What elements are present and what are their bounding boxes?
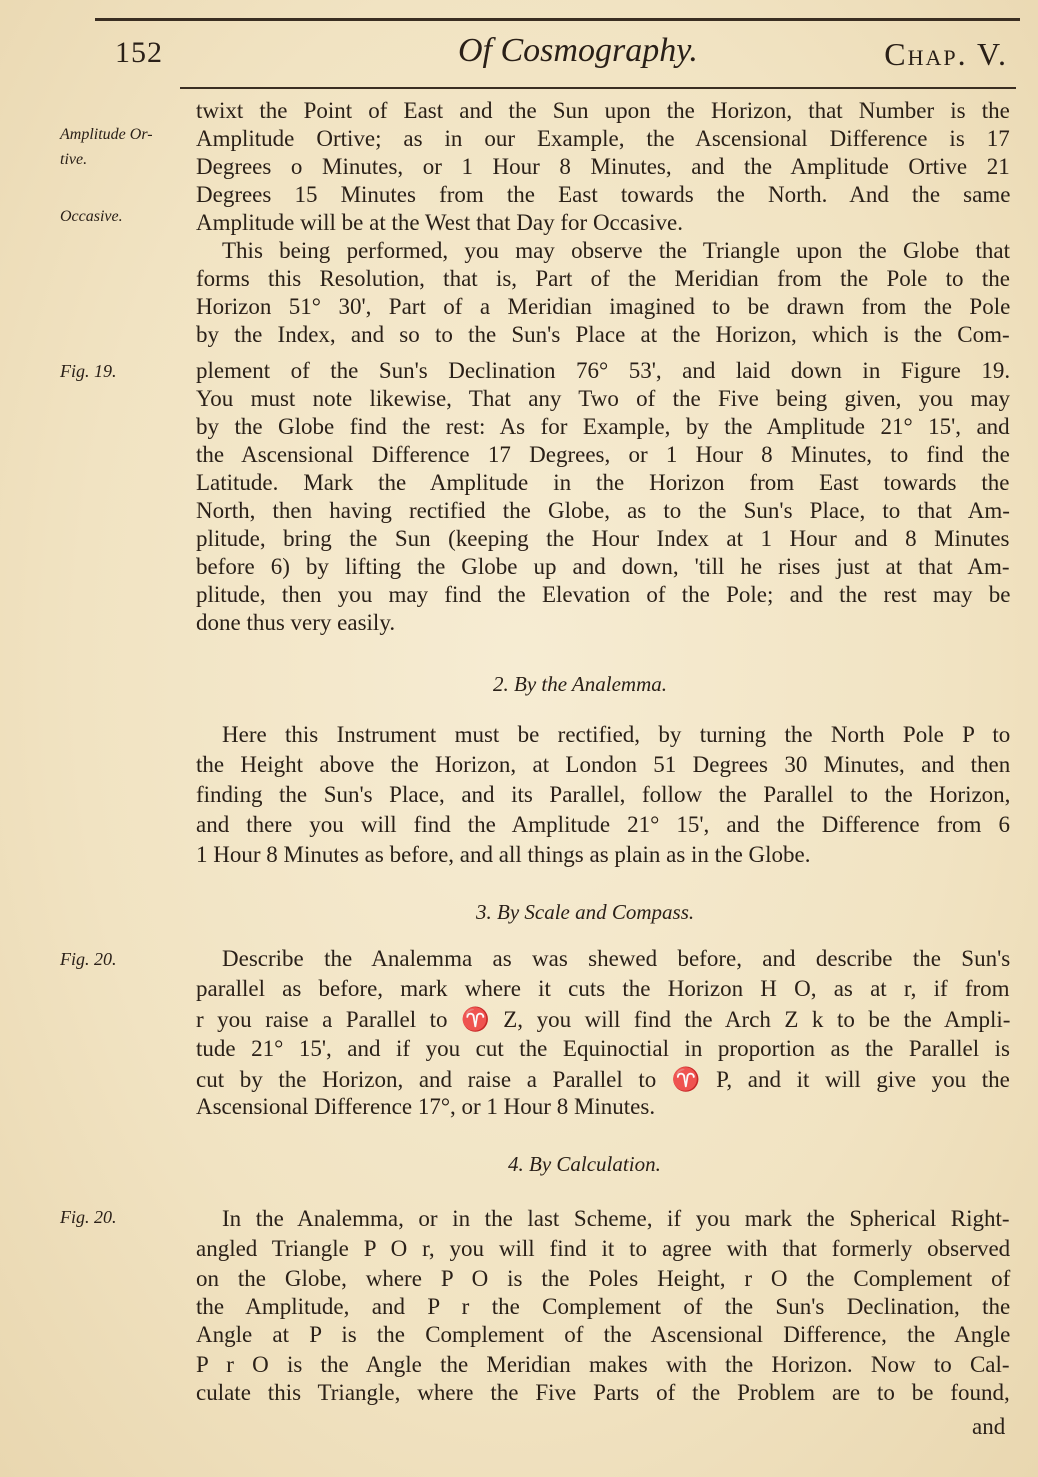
margin-note-fig20-second: Fig. 20. [60, 1207, 117, 1227]
section-heading: 4. By Calculation. [508, 1152, 661, 1176]
text-line: twixt the Point of East and the Sun upon the Horizon, that Number is the [196, 98, 1010, 123]
text-line: Latitude. Mark the Amplitude in the Horizon from East towards the [196, 470, 1010, 495]
text-line: Describe the Analemma as was shewed before, and describe the Sun's [222, 946, 1011, 971]
page-header [0, 32, 1038, 88]
text-line: 1 Hour 8 Minutes as before, and all things as plain as in the Globe. [196, 842, 811, 867]
text-line: by the Index, and so to the Sun's Place at the Horizon, which is the Com- [196, 322, 1010, 347]
running-title: Of Cosmography. [458, 32, 698, 69]
margin-note-amplitude-ortive-cont: tive. [60, 151, 88, 168]
text-line: and there you will find the Amplitude 21° 15', and the Difference from 6 [196, 812, 1010, 837]
text-line: forms this Resolution, that is, Part of the Meridian from the Pole to the [196, 266, 1010, 291]
text-line: P r O is the Angle the Meridian makes with the Horizon. Now to Cal- [196, 1352, 1010, 1377]
text-line: In the Analemma, or in the last Scheme, if you mark the Spherical Right- [222, 1206, 1010, 1231]
top-rule [95, 18, 1020, 21]
text-line: plement of the Sun's Declination 76° 53', and laid down in Figure 19. [196, 358, 1011, 383]
section-heading: 2. By the Analemma. [493, 672, 667, 696]
text-line: Ascensional Difference 17°, or 1 Hour 8 Minutes. [196, 1094, 656, 1119]
text-line: North, then having rectified the Globe, as to the Sun's Place, to that Am- [196, 498, 1010, 523]
text-line: Here this Instrument must be rectified, by turning the North Pole P to [222, 722, 1011, 747]
text-line: plitude, then you may find the Elevation of the Pole; and the rest may be [196, 582, 1011, 607]
text-line: by the Globe find the rest: As for Example, by the Amplitude 21° 15', and [196, 414, 1010, 439]
text-line: Horizon 51° 30', Part of a Meridian imagined to be drawn from the Pole [196, 294, 1011, 319]
text-line: Amplitude will be at the West that Day for Occasive. [196, 210, 683, 235]
text-line: cut by the Horizon, and raise a Parallel to ♈ P, and it will give you the [196, 1067, 1010, 1092]
text-line: the Ascensional Difference 17 Degrees, or 1 Hour 8 Minutes, to find the [196, 442, 1010, 467]
text-line: culate this Triangle, where the Five Parts of the Problem are to be found, [196, 1380, 1010, 1405]
margin-note-occasive: Occasive. [60, 208, 123, 225]
text-line: angled Triangle P O r, you will find it to agree with that formerly observed [196, 1236, 1011, 1261]
chapter-label: Chap. V. [884, 36, 1008, 72]
margin-note-fig19: Fig. 19. [60, 361, 117, 381]
text-line: parallel as before, mark where it cuts the Horizon H O, as at r, if from [196, 976, 1010, 1001]
text-line: before 6) by lifting the Globe up and down, 'till he rises just at that Am- [196, 554, 1010, 579]
text-line: Degrees o Minutes, or 1 Hour 8 Minutes, and the Amplitude Ortive 21 [196, 154, 1010, 179]
text-line: plitude, bring the Sun (keeping the Hour Index at 1 Hour and 8 Minutes [196, 526, 1010, 551]
text-line: Angle at P is the Complement of the Ascensional Difference, the Angle [196, 1322, 1011, 1347]
text-line: r you raise a Parallel to ♈ Z, you will find the Arch Z k to be the Ampli- [196, 1007, 1011, 1032]
page-number: 152 [115, 36, 163, 69]
text-line: Degrees 15 Minutes from the East towards the North. And the same [196, 182, 1011, 207]
text-line: finding the Sun's Place, and its Parallel, follow the Parallel to the Horizon, [196, 782, 1011, 807]
text-line: Amplitude Ortive; as in our Example, the Ascensional Difference is 17 [196, 126, 1010, 151]
text-line: the Height above the Horizon, at London 51 Degrees 30 Minutes, and then [196, 752, 1011, 777]
text-line: You must note likewise, That any Two of the Five being given, you may [196, 386, 1011, 411]
margin-note-amplitude-ortive: Amplitude Or- [60, 126, 153, 143]
text-line: tude 21° 15', and if you cut the Equinoctial in proportion as the Parallel is [196, 1036, 1011, 1061]
text-line: done thus very easily. [196, 610, 396, 635]
header-rule [180, 87, 1016, 89]
section-heading: 3. By Scale and Compass. [476, 900, 695, 924]
catchword: and [972, 1414, 1006, 1439]
text-line: the Amplitude, and P r the Complement of the Sun's Declination, the [196, 1294, 1011, 1319]
text-line: on the Globe, where P O is the Poles Height, r O the Complement of [196, 1266, 1011, 1291]
text-line: This being performed, you may observe the Triangle upon the Globe that [222, 238, 1010, 263]
margin-note-fig20: Fig. 20. [60, 949, 117, 969]
